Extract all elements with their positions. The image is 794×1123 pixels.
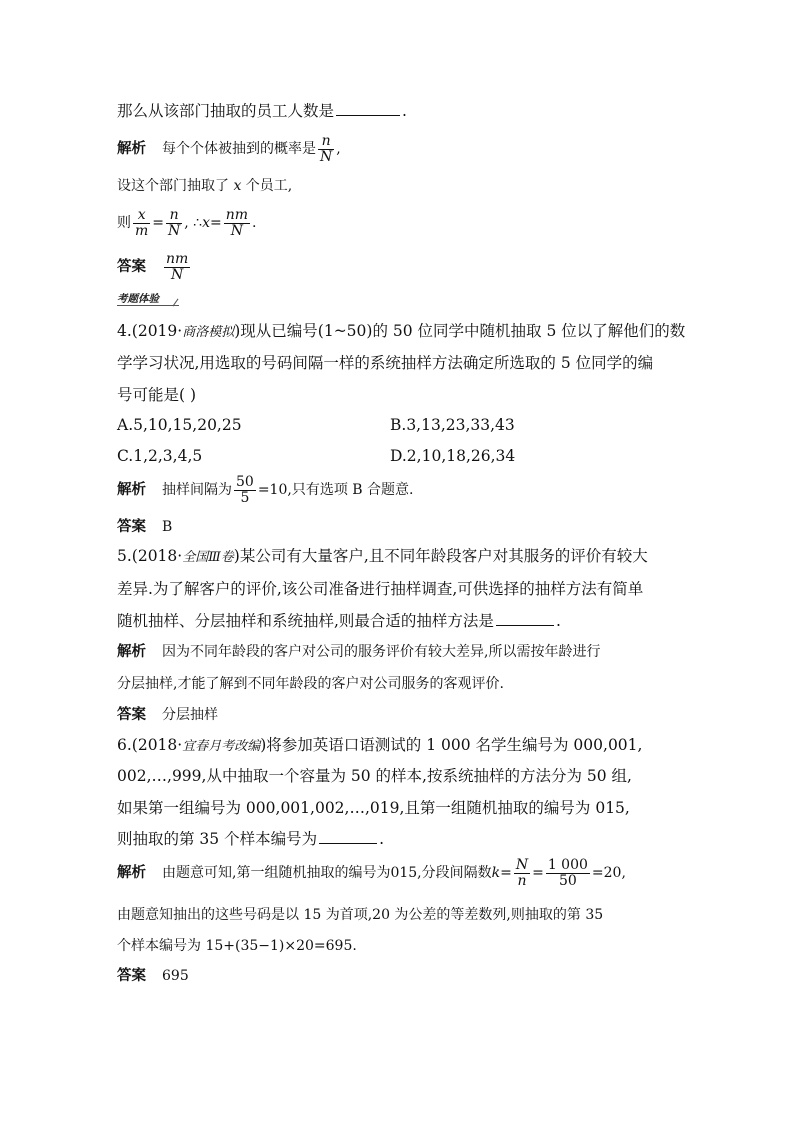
text: 个员工, [241, 178, 293, 194]
solution-text: 每个个体被抽到的概率是 [162, 141, 316, 158]
var-k: k [491, 865, 501, 882]
solution-text: 由题意可知,第一组随机抽取的编号为015,分段间隔数 [162, 865, 492, 882]
q6-solution-2: 由题意知抽出的这些号码是以 15 为首项,20 为公差的等差数列,则抽取的第 35 [117, 907, 604, 923]
question-source: 全国Ⅲ卷 [182, 550, 234, 565]
solution-label: 解析 [117, 865, 146, 882]
q6-line-1 [117, 738, 642, 754]
solution-label: 解析 [117, 141, 146, 158]
fraction-n-over-N [318, 134, 334, 164]
x-equals: x= [202, 215, 222, 232]
option-b: B.3,13,23,33,43 [390, 416, 515, 434]
solution-label: 解析 [117, 644, 146, 660]
q6-line-2: 002,…,999,从中抽取一个容量为 50 的样本,按系统抽样的方法分为 50 组, [117, 767, 632, 785]
frac-num: x [133, 208, 150, 224]
section-tag-underline [117, 305, 179, 306]
frac-den: 50 [558, 872, 577, 889]
fraction-1000-over-50 [546, 858, 590, 888]
frac-num: n [318, 134, 334, 150]
section-tag: 考题体验 [117, 293, 159, 305]
period: . [252, 215, 257, 232]
q5-line-2: 差异.为了解客户的评价,该公司准备进行抽样调查,可供选择的抽样方法有简单 [117, 580, 644, 598]
q6-solution-1 [117, 858, 626, 888]
solution-line-2 [117, 179, 292, 193]
question-number: 6.(2018· [117, 736, 183, 754]
period: . [555, 612, 561, 630]
equals: = [500, 865, 512, 882]
q6-line-3: 如果第一组编号为 000,001,002,…,019,且第一组随机抽取的编号为 015, [117, 799, 630, 817]
frac-den: N [320, 148, 333, 165]
question-text: 随机抽样、分层抽样和系统抽样,则最合适的抽样方法是 [117, 612, 494, 630]
frac-den: m [135, 222, 149, 239]
period: . [402, 102, 407, 120]
answer-label: 答案 [117, 259, 146, 276]
q5-line-1 [117, 549, 648, 565]
answer-value: 695 [162, 968, 189, 984]
option-a: A.5,10,15,20,25 [117, 416, 242, 434]
solution-line-1 [117, 134, 341, 164]
frac-den: 5 [240, 489, 250, 506]
question-text: )现从已编号(1~50)的 50 位同学中随机抽取 5 位以了解他们的数 [234, 322, 686, 340]
answer-label: 答案 [117, 968, 146, 984]
solution-line-3 [117, 208, 256, 238]
comma: , [336, 141, 341, 158]
answer-label: 答案 [117, 707, 146, 723]
q5-answer [117, 708, 218, 723]
question-number: 5.(2018· [117, 547, 183, 565]
frac-den: N [171, 266, 184, 283]
frac-num: nm [225, 207, 249, 223]
equals: = [152, 215, 165, 232]
frac-den: n [517, 872, 527, 889]
fraction-50-over-5 [234, 475, 256, 505]
question-number: 4.(2019· [117, 322, 183, 340]
fraction-nm-over-N [224, 208, 250, 238]
fraction-N-over-n [514, 858, 530, 888]
answer-blank [319, 842, 377, 844]
equals: = [532, 865, 544, 882]
answer-value: B [162, 519, 173, 535]
q4-line-3: 号可能是( ) [117, 386, 197, 404]
solution-text: =10,只有选项 B 合题意. [257, 482, 414, 499]
text: 则 [117, 215, 131, 232]
option-d: D.2,10,18,26,34 [390, 447, 516, 465]
answer-fraction [164, 252, 190, 282]
q6-line-4 [117, 832, 384, 848]
solution-label: 解析 [117, 482, 146, 499]
fraction-n-over-N [166, 208, 182, 238]
fraction-x-over-m [133, 208, 150, 238]
option-c: C.1,2,3,4,5 [117, 447, 203, 465]
therefore: , ∴ [184, 215, 203, 232]
q5-line-3 [117, 614, 561, 630]
solution-text: 因为不同年龄段的客户对公司的服务评价有较大差异,所以需按年龄进行 [162, 644, 601, 660]
question-tail-line [117, 104, 407, 120]
q6-solution-3: 个样本编号为 15+(35−1)×20=695. [117, 938, 357, 954]
q4-line-1 [117, 324, 685, 340]
question-text: )某公司有大量客户,且不同年龄段客户对其服务的评价有较大 [233, 547, 648, 565]
text: 设这个部门抽取了 [117, 178, 234, 194]
frac-den: N [168, 222, 181, 239]
solution-text: =20, [591, 865, 626, 882]
q4-line-2: 学学习状况,用选取的号码间隔一样的系统抽样方法确定所选取的 5 位同学的编 [117, 354, 654, 372]
solution-text: 抽样间隔为 [162, 482, 232, 499]
q5-solution-1 [117, 645, 600, 660]
answer-blank [496, 624, 554, 626]
var-x: x [233, 178, 242, 194]
question-text: 那么从该部门抽取的员工人数是 [117, 102, 335, 120]
frac-den: N [230, 222, 243, 239]
frac-num: 50 [236, 474, 254, 490]
question-source: 商洛模拟 [182, 325, 235, 340]
question-text: )将参加英语口语测试的 1 000 名学生编号为 000,001, [260, 736, 643, 754]
frac-num: 1 000 [547, 857, 588, 873]
question-source: 宜春月考改编 [182, 739, 261, 754]
frac-num: N [515, 857, 529, 873]
answer-label: 答案 [117, 519, 146, 535]
answer-blank [336, 114, 400, 116]
period: . [379, 830, 385, 848]
q6-answer [117, 969, 189, 984]
answer-line-q3 [117, 252, 192, 282]
question-text: 则抽取的第 35 个样本编号为 [117, 830, 318, 848]
q4-solution [117, 475, 413, 505]
answer-value: 分层抽样 [162, 707, 218, 723]
frac-num: n [166, 208, 182, 224]
q5-solution-2: 分层抽样,才能了解到不同年龄段的客户对公司服务的客观评价. [117, 676, 504, 692]
frac-num: nm [166, 251, 189, 267]
q4-answer [117, 520, 172, 535]
